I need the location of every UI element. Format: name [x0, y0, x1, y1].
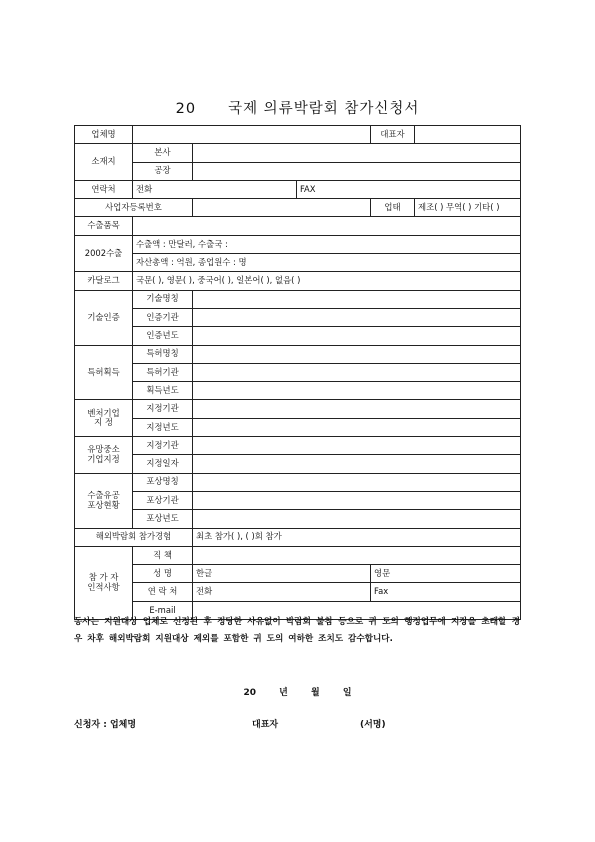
participant-phone-field[interactable]	[193, 583, 371, 601]
fax-label: FAX	[300, 183, 316, 194]
tech-cert-year-field[interactable]	[193, 327, 521, 345]
venture-row-label: 지정년도	[133, 418, 193, 436]
signature-ceo-label: 대표자	[252, 720, 279, 730]
factory-label: 공장	[133, 162, 193, 180]
participant-name-english-field[interactable]	[371, 565, 521, 583]
export-amount-field[interactable]: 수출액 : 만달러, 수출국 :	[133, 235, 521, 253]
venture-year-field[interactable]	[193, 418, 521, 436]
business-type-options[interactable]: 제조( ) 무역( ) 기타( )	[415, 199, 521, 217]
company-name-label: 업체명	[75, 126, 133, 144]
date-day-unit: 일	[342, 688, 352, 698]
overseas-fair-label: 해외박람회 참가경험	[75, 528, 193, 546]
tech-cert-label: 기술인증	[75, 290, 133, 345]
export-award-row-label: 포상명칭	[133, 473, 193, 491]
fax-field[interactable]	[297, 180, 521, 198]
patent-row-label: 특허기관	[133, 363, 193, 381]
business-reg-field[interactable]	[193, 199, 371, 217]
korean-name-label: 한글	[196, 567, 213, 578]
head-office-field[interactable]	[193, 144, 521, 162]
venture-agency-field[interactable]	[193, 400, 521, 418]
export-award-label-line1: 수출유공	[87, 489, 120, 500]
tech-cert-row-label: 인증년도	[133, 327, 193, 345]
overseas-fair-field[interactable]: 최초 참가( ), ( )회 참가	[193, 528, 521, 546]
venture-label	[75, 400, 133, 437]
promising-sme-date-field[interactable]	[193, 455, 521, 473]
contact-label: 연락처	[75, 180, 133, 198]
participant-position-field[interactable]	[193, 546, 521, 564]
export-2002-label: 2002수출	[75, 235, 133, 272]
participant-label-line2: 인적사항	[87, 581, 120, 592]
date-year-unit: 년	[279, 688, 288, 698]
patent-row-label: 특허명칭	[133, 345, 193, 363]
phone-field[interactable]	[133, 180, 297, 198]
venture-row-label: 지정기관	[133, 400, 193, 418]
title-text: 국제 의류박람회 참가신청서	[228, 101, 420, 117]
head-office-label: 본사	[133, 144, 193, 162]
export-award-agency-field[interactable]	[193, 491, 521, 509]
signature-seal-label: (서명)	[360, 720, 386, 730]
participant-fax-field[interactable]	[371, 583, 521, 601]
english-name-label: 영문	[374, 567, 391, 578]
export-award-label-line2: 포상현황	[87, 499, 120, 510]
participant-contact-label: 연 락 처	[133, 583, 193, 601]
tech-cert-row-label: 인증기관	[133, 308, 193, 326]
participant-phone-label: 전화	[196, 586, 213, 597]
participant-email-label: E-mail	[133, 601, 193, 619]
participant-name-korean-field[interactable]	[193, 565, 371, 583]
promising-sme-label-line1: 유망중소	[87, 444, 120, 455]
application-form-table	[74, 125, 521, 620]
notice-text: 동사는 지원대상 업체로 선정된 후 정당한 사유없이 박람회 불참 등으로 귀 도의 행정업무에 지장을 초래할 경우 차후 해외박람회 지원대상 제외를 포함한 귀 도의 여하한 조치도 감수합니다.	[74, 617, 520, 644]
title-year: 20	[175, 101, 197, 117]
export-award-label	[75, 473, 133, 528]
business-reg-label: 사업자등록번호	[75, 199, 193, 217]
patent-label: 특허획득	[75, 345, 133, 400]
promising-sme-label-line2: 기업지정	[87, 453, 120, 464]
export-items-field[interactable]	[133, 217, 521, 235]
export-award-year-field[interactable]	[193, 510, 521, 528]
venture-label-line2: 지 정	[94, 417, 113, 428]
patent-agency-field[interactable]	[193, 363, 521, 381]
date-year: 20	[243, 688, 256, 698]
company-name-field[interactable]	[133, 126, 371, 144]
phone-label: 전화	[136, 183, 153, 194]
patent-name-field[interactable]	[193, 345, 521, 363]
ceo-label: 대표자	[371, 126, 415, 144]
catalog-options[interactable]: 국문( ), 영문( ), 중국어( ), 일본어( ), 없음( )	[133, 272, 521, 290]
date-month-unit: 월	[310, 688, 320, 698]
participant-label	[75, 546, 133, 619]
catalog-label: 카달로그	[75, 272, 133, 290]
date-line	[0, 685, 595, 698]
promising-sme-agency-field[interactable]	[193, 437, 521, 455]
export-award-row-label: 포상기관	[133, 491, 193, 509]
participant-fax-label: Fax	[374, 586, 389, 597]
participant-name-label: 성 명	[133, 565, 193, 583]
participant-label-line1: 참 가 자	[88, 572, 119, 583]
applicant-label: 신청자 : 업체명	[74, 720, 137, 730]
patent-year-field[interactable]	[193, 382, 521, 400]
export-items-label: 수출품목	[75, 217, 133, 235]
business-type-label: 업태	[371, 199, 415, 217]
export-award-row-label: 포상년도	[133, 510, 193, 528]
promising-sme-row-label: 지정기관	[133, 437, 193, 455]
ceo-field[interactable]	[415, 126, 521, 144]
patent-row-label: 획득년도	[133, 382, 193, 400]
address-label: 소재지	[75, 144, 133, 181]
factory-field[interactable]	[193, 162, 521, 180]
venture-label-line1: 벤처기업	[87, 407, 120, 418]
participant-position-label: 직 책	[133, 546, 193, 564]
tech-cert-agency-field[interactable]	[193, 308, 521, 326]
export-award-name-field[interactable]	[193, 473, 521, 491]
promising-sme-label	[75, 437, 133, 474]
form-title	[0, 97, 595, 118]
total-assets-field[interactable]: 자산총액 : 억원, 종업원수 : 명	[133, 254, 521, 272]
tech-cert-name-field[interactable]	[193, 290, 521, 308]
tech-cert-row-label: 기술명칭	[133, 290, 193, 308]
promising-sme-row-label: 지정일자	[133, 455, 193, 473]
